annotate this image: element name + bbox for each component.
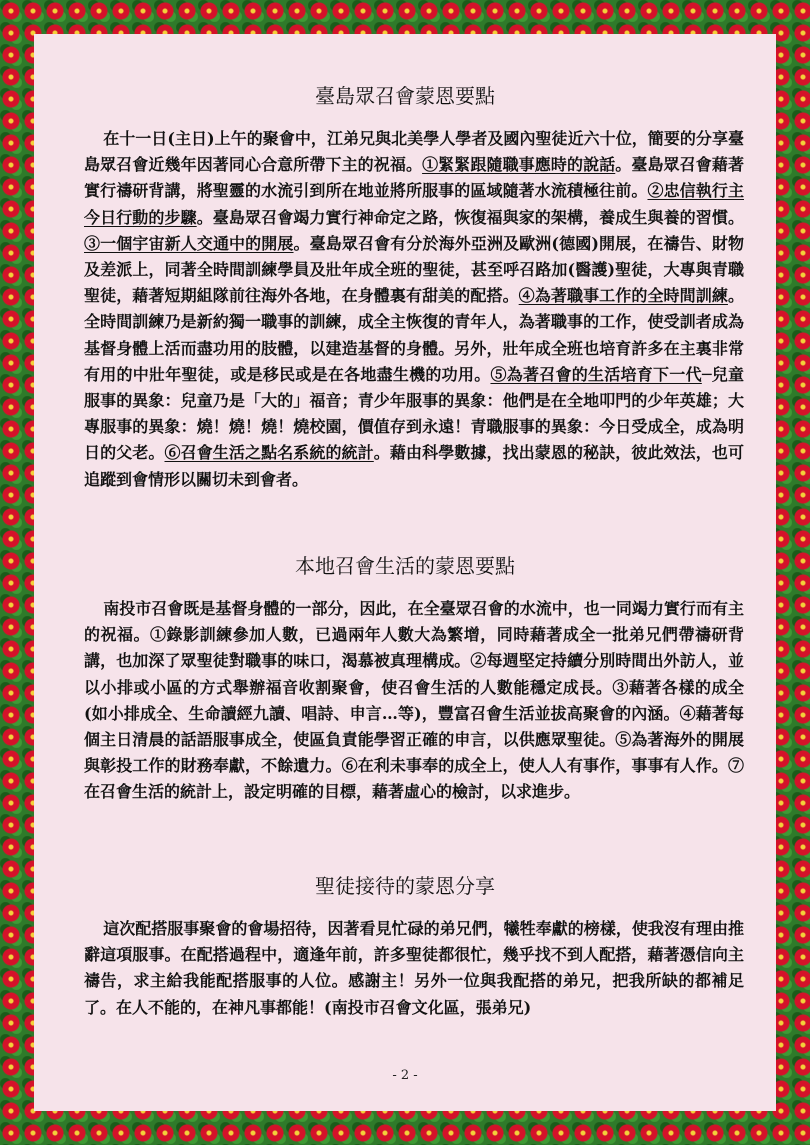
section-title-3: 聖徒接待的蒙恩分享 xyxy=(315,874,495,898)
page xyxy=(34,34,776,1111)
section-title-1: 臺島眾召會蒙恩要點 xyxy=(315,84,495,108)
page-number: - 2 - xyxy=(392,1068,418,1083)
section-title-2: 本地召會生活的蒙恩要點 xyxy=(295,554,515,578)
section-body-2: 南投市召會既是基督身體的一部分，因此，在全臺眾召會的水流中，也一同竭力實行而有主的祝福。①錄影訓練參加人數，已過兩年人數大為繁增，同時藉著成全一批弟兄們帶禱研背講，也加深了眾聖徒對職事的味口，渴慕被真理構成。②每週堅定持續分別時間出外訪人，並以小排或小區的方式舉辦福音收割聚會，使召會生活的人數能穩定成長。③藉著各樣的成全(如小排成全、生命讀經九讀、唱詩、申言…等)，豐富召會生活並拔高聚會的內涵。④藉著每個主日清晨的話語服事成全，使區負責能學習正確的申言，以供應眾聖徒。⑤為著海外的開展與彰投工作的財務奉獻，不餘遺力。⑥在利未事奉的成全上，使人人有事作，事事有人作。⑦在召會生活的統計上，設定明確的目標，藉著虛心的檢討，以求進步。 xyxy=(84,599,744,802)
section-body-3: 這次配搭服事聚會的會場招待，因著看見忙碌的弟兄們，犧牲奉獻的榜樣，使我沒有理由推辭這項服事。在配搭過程中，適逢年前，許多聖徒都很忙，幾乎找不到人配搭，藉著憑信向主禱告，求主給我能配搭服事的人位。感謝主！另外一位與我配搭的弟兄，把我所缺的都補足了。在人不能的，在神凡事都能！(南投市召會文化區，張弟兄) xyxy=(84,919,744,1017)
section-body-1: 在十一日(主日)上午的聚會中，江弟兄與北美學人學者及國內聖徒近六十位，簡要的分享臺島眾召會近幾年因著同心合意所帶下主的祝福。①緊緊跟隨職事應時的說話。臺島眾召會藉著實行禱研背講，將聖靈的水流引到所在地並將所服事的區域隨著水流積極往前。②忠信執行主今日行動的步驟。臺島眾召會竭力實行神命定之路，恢復福與家的架構，養成生與養的習慣。③一個宇宙新人交通中的開展。臺島眾召會有分於海外亞洲及歐洲(德國)開展，在禱告、財物及差派上，同著全時間訓練學員及壯年成全班的聖徒，甚至呼召路加(醫護)聖徒，大專與青職聖徒，藉著短期組隊前往海外各地，在身體裏有甜美的配搭。④為著職事工作的全時間訓練。全時間訓練乃是新約獨一職事的訓練，成全主恢復的青年人，為著職事的工作，使受訓者成為基督身體上活而盡功用的肢體，以建造基督的身體。另外，壯年成全班也培育許多在主裏非常有用的中壯年聖徒，或是移民或是在各地盡生機的功用。⑤為著召會的生活培育下一代─兒童服事的異象：兒童乃是「大的」福音；青少年服事的異象：他們是在全地叩門的少年英雄；大專服事的異象：燒！燒！燒！燒校園，價值存到永遠！青職服事的異象：今日受成全，成為明日的父老。⑥召會生活之點名系統的統計。藉由科學數據，找出蒙恩的秘訣，彼此效法，也可追蹤到會情形以關切未到會者。 xyxy=(84,129,744,489)
